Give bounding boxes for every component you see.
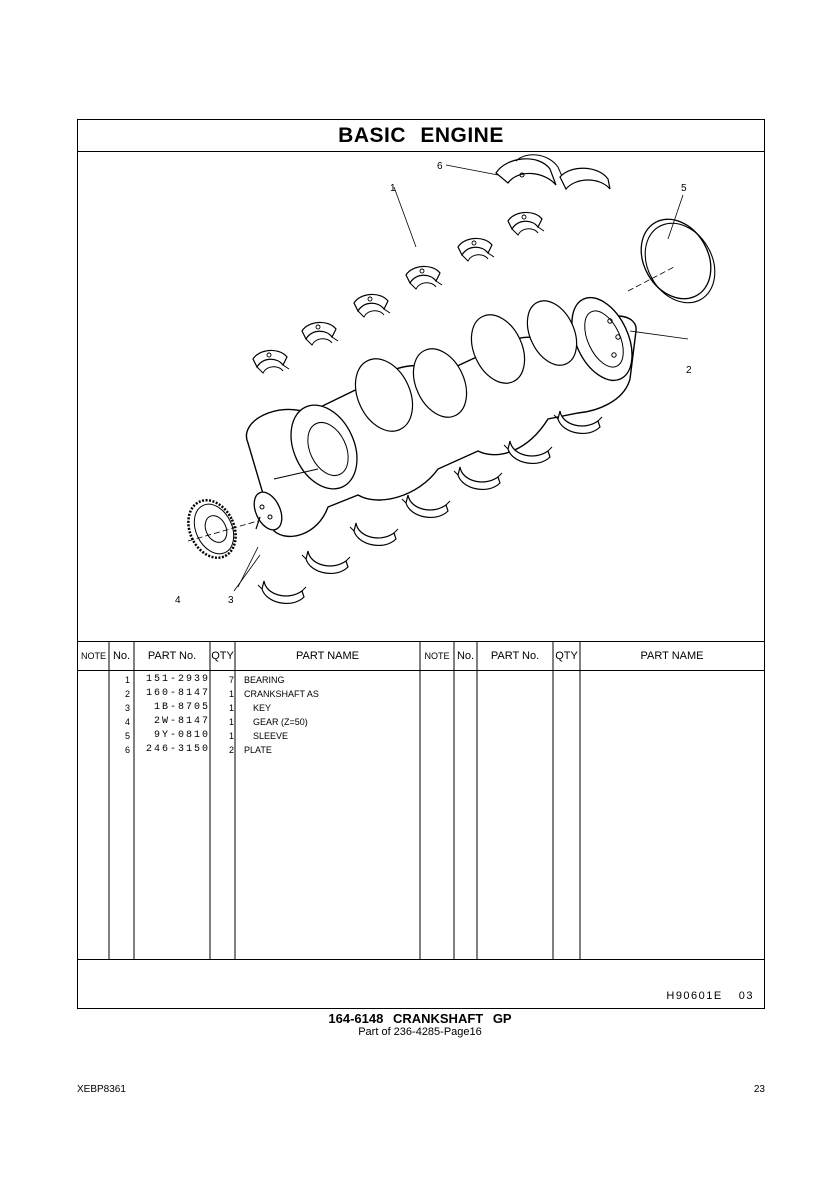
callout-2: 2 (686, 365, 692, 376)
crankshaft-exploded-diagram (78, 151, 764, 641)
callout-3: 3 (228, 595, 234, 606)
thrust-plates (496, 155, 610, 189)
table-row: 2 160-8147 1 CRANKSHAFT AS (124, 688, 319, 699)
header-qty-right: QTY (555, 650, 578, 662)
document-id: XEBP8361 (77, 1084, 126, 1095)
callout-4: 4 (175, 595, 181, 606)
parts-table-body (78, 671, 764, 960)
group-title: 164-6148 CRANKSHAFT GP (328, 1011, 512, 1026)
header-qty-left: QTY (211, 650, 234, 662)
sleeve-ring (627, 207, 728, 316)
callout-1: 1 (390, 183, 396, 194)
parts-table-header (78, 641, 764, 671)
group-subtitle: Part of 236-4285-Page16 (358, 1026, 482, 1038)
title-band (78, 120, 764, 152)
page-number: 23 (753, 1084, 765, 1095)
crankshaft (246, 288, 644, 536)
table-row: 3 1B-8705 1 KEY (124, 702, 272, 713)
header-note-right: NOTE (424, 651, 450, 661)
header-no-left: No. (112, 650, 131, 662)
illustration-ref-code: H90601E 03 (666, 990, 754, 1002)
timing-gear (179, 493, 258, 566)
table-row: 5 9Y-0810 1 SLEEVE (124, 730, 289, 741)
callout-6: 6 (437, 161, 443, 172)
header-partname-right: PART NAME (640, 650, 704, 662)
header-no-right: No. (456, 650, 475, 662)
exploded-view-illustration (78, 151, 764, 641)
header-note-left: NOTE (80, 651, 106, 661)
table-row: 6 246-3150 2 PLATE (124, 744, 272, 755)
page-title: BASIC ENGINE (338, 124, 504, 147)
callout-5: 5 (681, 183, 687, 194)
group-caption (0, 1012, 840, 1039)
header-partname-left: PART NAME (296, 650, 359, 662)
table-row: 4 2W-8147 1 GEAR (Z=50) (124, 716, 308, 727)
parts-sheet-frame (77, 119, 765, 1009)
header-partno-left: PART No. (147, 650, 197, 662)
table-row: 1 151-2939 7 BEARING (124, 674, 285, 685)
header-partno-right: PART No. (490, 650, 540, 662)
